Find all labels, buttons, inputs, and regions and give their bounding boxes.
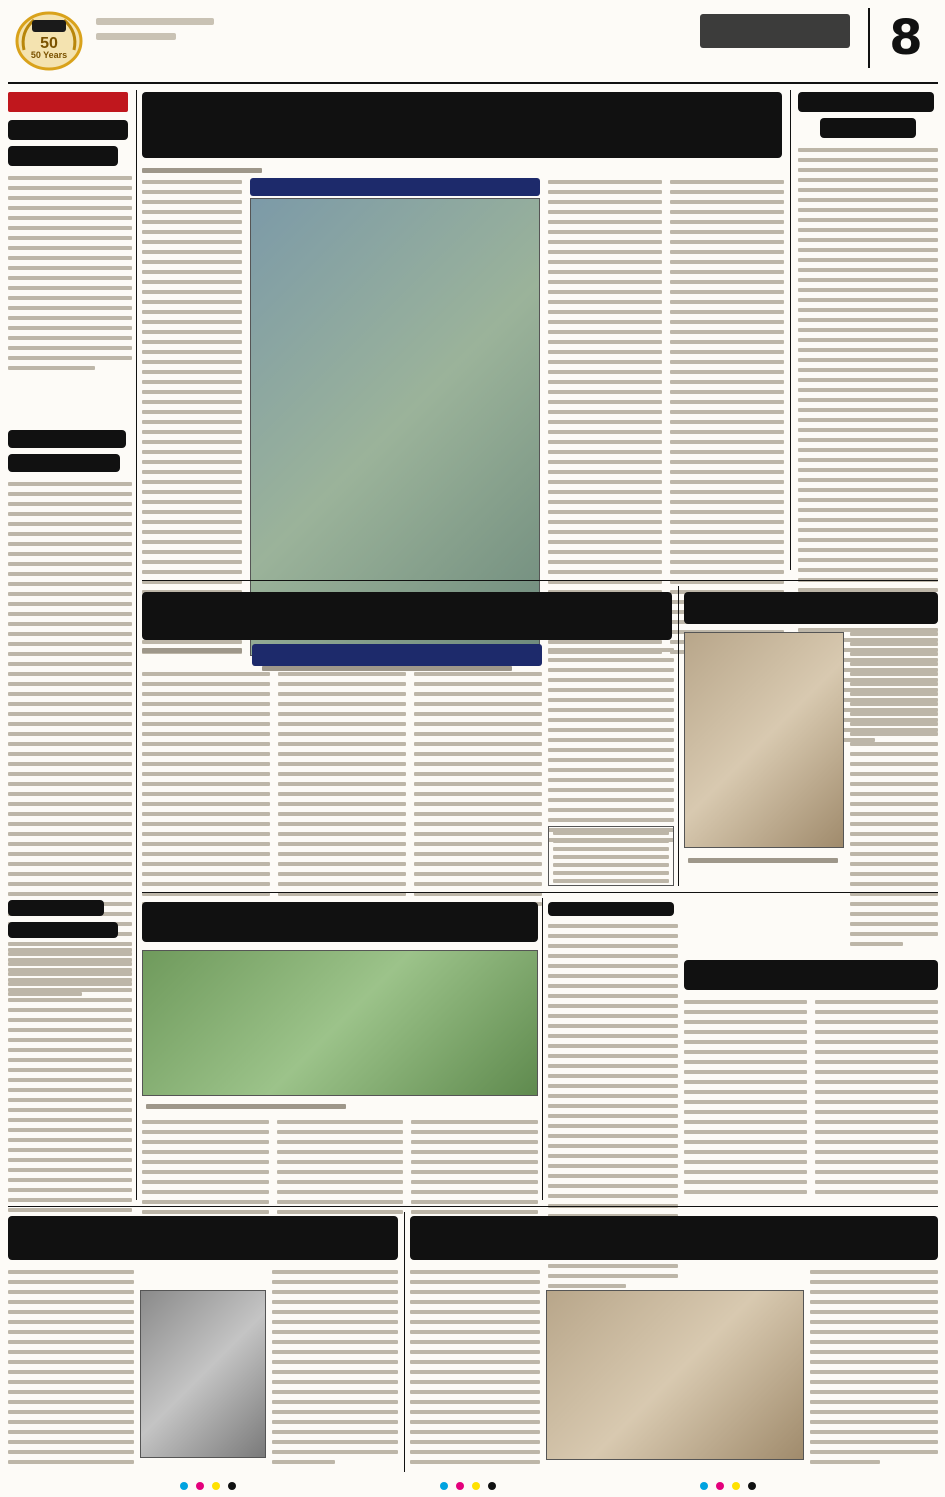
jubilee-badge: [14, 10, 84, 72]
rooster-story-body: [850, 632, 938, 862]
magenta-dot-2: [456, 1482, 464, 1490]
cyan-dot: [180, 1482, 188, 1490]
black-dot-2: [488, 1482, 496, 1490]
masthead-dateline: [96, 18, 216, 58]
rooster-photo: [684, 632, 844, 848]
column-rule-bottom: [404, 1212, 405, 1472]
magenta-dot: [196, 1482, 204, 1490]
lab-story-body-2: [810, 1270, 938, 1470]
yellow-dot: [212, 1482, 220, 1490]
lab-inauguration-photo: [546, 1290, 804, 1460]
lead-dateline: [142, 168, 262, 173]
magenta-dot-3: [716, 1482, 724, 1490]
page-number: 8: [889, 10, 923, 66]
lead-photo-caption: [262, 666, 512, 671]
rooster-headline: [684, 592, 938, 624]
registration-marks: [0, 1478, 945, 1494]
masthead-divider: [868, 8, 870, 68]
holi-photo-caption: [146, 1104, 346, 1109]
svg-text:50: 50: [40, 35, 58, 52]
column-rule-right: [790, 90, 791, 570]
brief-story-2: [8, 430, 132, 890]
black-dot-3: [748, 1482, 756, 1490]
rooster-photo-caption: [688, 858, 838, 863]
rule-row-2: [142, 580, 938, 581]
rule-row-3: [142, 892, 938, 893]
yellow-dot-3: [732, 1482, 740, 1490]
attack-photo: [140, 1290, 266, 1458]
lab-headline: [410, 1216, 938, 1260]
lead-photo-band: [250, 178, 540, 196]
cyan-dot-2: [440, 1482, 448, 1490]
death-story: [548, 902, 678, 1200]
attack-story-body: [8, 1270, 134, 1470]
lead-photo: [250, 198, 540, 656]
column-rule-rooster: [678, 586, 679, 886]
attack-story-body-2: [272, 1270, 398, 1470]
brief-story-3: [8, 900, 132, 1190]
column-rule-left: [136, 90, 137, 1200]
column-rule-row3: [542, 898, 543, 1200]
cyan-dot-3: [700, 1482, 708, 1490]
guns-dateline: [142, 648, 242, 653]
right-story-1: [798, 92, 938, 562]
holi-headline: [142, 902, 538, 942]
guns-table: [548, 826, 674, 886]
guns-story-body-right: [548, 648, 674, 818]
attack-headline: [8, 1216, 398, 1260]
lead-headline: [142, 92, 782, 158]
guns-story-body: [142, 672, 542, 882]
rule-row-4: [8, 1206, 938, 1207]
yellow-dot-2: [472, 1482, 480, 1490]
briefs-label: [8, 92, 128, 112]
badge-years: 50 Years: [30, 50, 68, 60]
section-name: [700, 14, 850, 54]
mobile-headline: [684, 960, 938, 990]
guns-police-band: [252, 644, 542, 666]
guns-headline: [142, 592, 672, 640]
holi-photo: [142, 950, 538, 1096]
laurel-badge-icon: [14, 10, 84, 72]
mobile-story-body: [684, 1000, 938, 1200]
holi-story-body: [142, 1120, 538, 1200]
black-dot: [228, 1482, 236, 1490]
lab-story-body: [410, 1270, 540, 1470]
brief-story-1: [8, 120, 132, 420]
